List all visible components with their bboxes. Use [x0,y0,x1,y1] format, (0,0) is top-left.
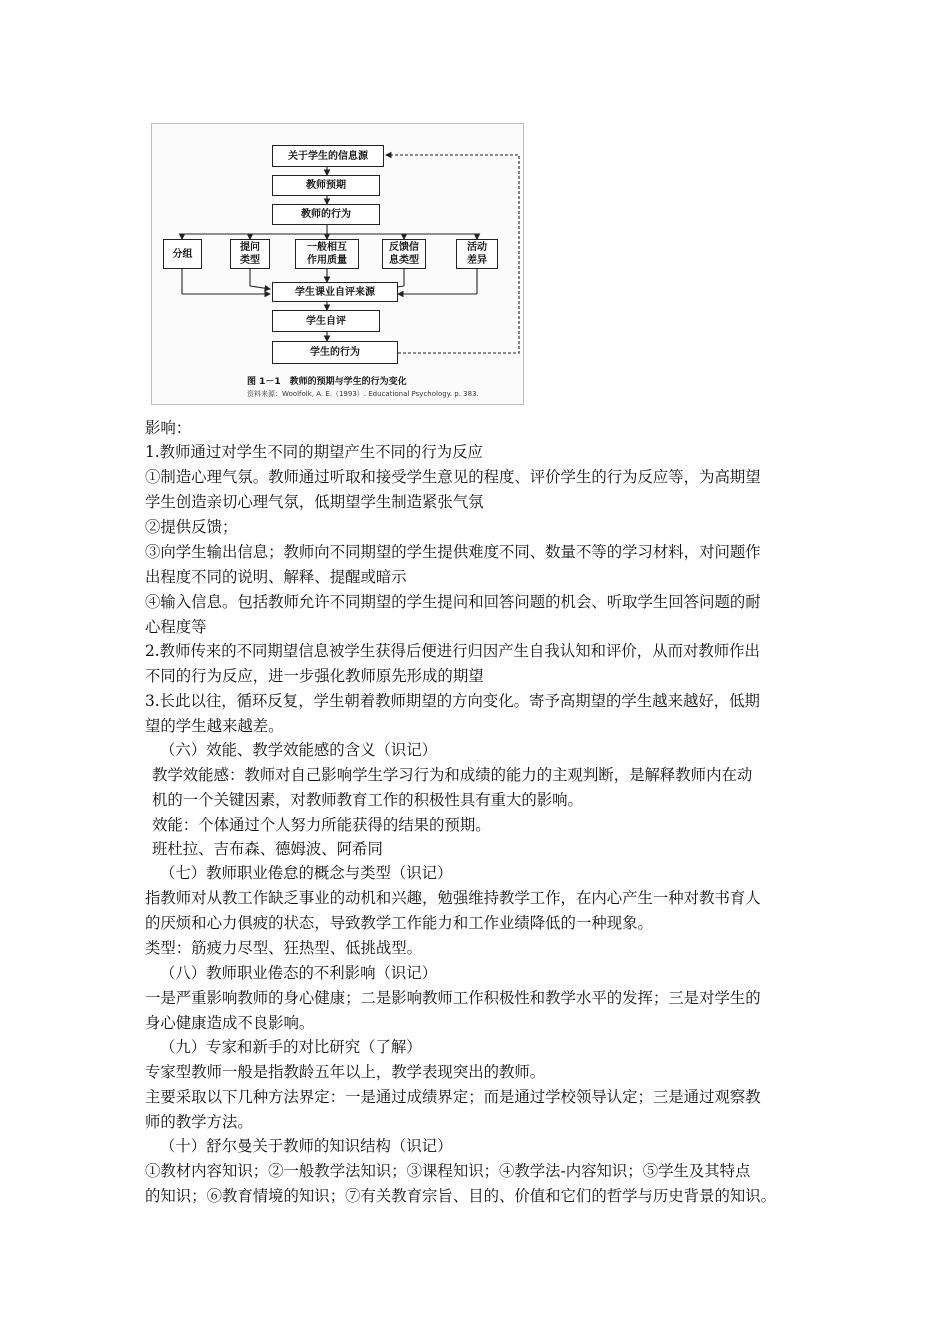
section-heading: （十）舒尔曼关于教师的知识结构（识记） [160,1137,453,1155]
flowchart-figure [151,123,524,405]
text-line: 出程度不同的说明、解释、提醒或暗示 [145,568,407,586]
text-line: 机的一个关键因素，对教师教育工作的积极性具有重大的影响。 [152,791,583,809]
figure-caption: 图 1－1 教师的预期与学生的行为变化 [247,377,407,387]
text-line: 不同的行为反应，进一步强化教师原先形成的期望 [145,667,484,685]
feedback-type-box: 反馈信 息类型 [382,239,426,269]
text-line: ④输入信息。包括教师允许不同期望的学生提问和回答问题的机会、听取学生回答问题的耐 [145,593,761,611]
student-behavior-box: 学生的行为 [272,341,398,364]
text-line: 指教师对从教工作缺乏事业的动机和兴趣，勉强维持教学工作，在内心产生一种对教书育人 [145,889,761,907]
question-type-box: 提问 类型 [230,239,270,269]
text-line: 的知识；⑥教育情境的知识；⑦有关教育宗旨、目的、价值和它们的哲学与历史背景的知识。 [145,1187,777,1205]
text-line: 的厌烦和心力俱疲的状态，导致教学工作能力和工作业绩降低的一种现象。 [145,914,653,932]
teacher-expectation-box: 教师预期 [272,175,380,196]
text-line: 班杜拉、吉布森、德姆波、阿希同 [152,840,383,858]
text-line: ①制造心理气氛。教师通过听取和接受学生意见的程度、评价学生的行为反应等，为高期望 [145,468,761,486]
info-source-box: 关于学生的信息源 [272,145,384,167]
text-line: 望的学生越来越差。 [145,717,284,735]
text-line: 心程度等 [145,618,207,636]
section-heading: （六）效能、教学效能感的含义（识记） [160,741,438,759]
text-line: ②提供反馈； [145,518,238,536]
text-line: 学生创造亲切心理气氛，低期望学生制造紧张气氛 [145,493,484,511]
text-line: 影响： [145,419,192,437]
activity-difference-box: 活动 差异 [456,239,498,269]
text-line: ③向学生输出信息；教师向不同期望的学生提供难度不同、数量不等的学习材料，对问题作 [145,543,761,561]
text-line: 1.教师通过对学生不同的期望产生不同的行为反应 [145,443,483,461]
self-eval-source-box: 学生课业自评来源 [272,282,398,302]
text-line: 教学效能感：教师对自己影响学生学习行为和成绩的能力的主观判断，是解释教师内在动 [152,766,753,784]
text-line: 身心健康造成不良影响。 [145,1014,315,1032]
figure-source: 资料来源：Woolfolk, A. E.（1993）. Educational Psychology. p. 383. [247,390,479,398]
student-self-eval-box: 学生自评 [272,310,380,332]
text-line: 3.长此以往，循环反复，学生朝着教师期望的方向变化。寄予高期望的学生越来越好，低期 [145,692,760,710]
grouping-box: 分组 [163,239,202,269]
text-line: 师的教学方法。 [145,1113,253,1131]
section-heading: （九）专家和新手的对比研究（了解） [160,1038,422,1056]
section-heading: （七）教师职业倦怠的概念与类型（识记） [160,864,453,882]
text-line: ①教材内容知识；②一般教学法知识；③课程知识；④教学法-内容知识；⑤学生及其特点 [145,1162,751,1180]
section-heading: （八）教师职业倦态的不利影响（识记） [160,964,438,982]
text-line: 一是严重影响教师的身心健康；二是影响教师工作积极性和教学水平的发挥；三是对学生的 [145,989,761,1007]
text-line: 效能：个体通过个人努力所能获得的结果的预期。 [152,816,491,834]
text-line: 主要采取以下几种方法界定：一是通过成绩界定；而是通过学校领导认定；三是通过观察教 [145,1088,761,1106]
text-line: 专家型教师一般是指教龄五年以上，教学表现突出的教师。 [145,1063,546,1081]
text-line: 2.教师传来的不同期望信息被学生获得后便进行归因产生自我认知和评价，从而对教师作出 [145,642,760,660]
interaction-quality-box: 一般相互 作用质量 [295,239,359,269]
teacher-behavior-box: 教师的行为 [272,204,380,225]
text-line: 类型：筋疲力尽型、狂热型、低挑战型。 [145,939,423,957]
